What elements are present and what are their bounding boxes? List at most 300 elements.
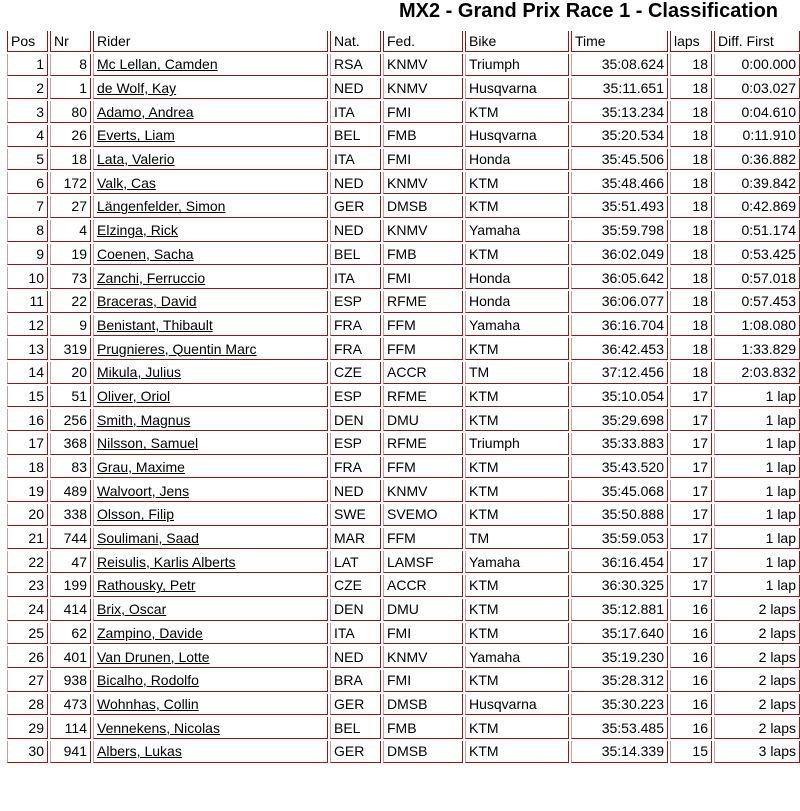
cell-nr: 62: [50, 623, 91, 645]
cell-nat: GER: [330, 741, 381, 763]
cell-laps: 16: [670, 646, 712, 668]
cell-diff: 0:11.910: [714, 125, 800, 147]
table-row: [7, 670, 800, 692]
cell-pos: 8: [7, 220, 48, 242]
cell-time: 35:53.485: [571, 717, 668, 739]
cell-laps: 18: [670, 267, 712, 289]
cell-pos: 9: [7, 244, 48, 266]
cell-bike: KTM: [465, 599, 569, 621]
cell-nat: BEL: [330, 125, 381, 147]
cell-nat: ITA: [330, 267, 381, 289]
cell-fed: KNMV: [383, 78, 463, 100]
table-row: [7, 551, 800, 573]
rider-link[interactable]: Bicalho, Rodolfo: [93, 670, 328, 692]
cell-time: 35:10.054: [571, 386, 668, 408]
rider-link[interactable]: de Wolf, Kay: [93, 78, 328, 100]
cell-laps: 17: [670, 551, 712, 573]
rider-link[interactable]: Elzinga, Rick: [93, 220, 328, 242]
cell-time: 35:14.339: [571, 741, 668, 763]
cell-fed: FMI: [383, 670, 463, 692]
table-row: [7, 694, 800, 716]
cell-fed: FMB: [383, 717, 463, 739]
cell-pos: 2: [7, 78, 48, 100]
cell-laps: 18: [670, 220, 712, 242]
cell-nr: 368: [50, 433, 91, 455]
cell-laps: 17: [670, 433, 712, 455]
cell-time: 35:29.698: [571, 409, 668, 431]
rider-link[interactable]: Albers, Lukas: [93, 741, 328, 763]
cell-diff: 2 laps: [714, 670, 800, 692]
cell-time: 36:16.454: [571, 551, 668, 573]
cell-nr: 319: [50, 338, 91, 360]
cell-nat: NED: [330, 480, 381, 502]
cell-fed: KNMV: [383, 480, 463, 502]
rider-link[interactable]: Everts, Liam: [93, 125, 328, 147]
cell-nat: CZE: [330, 362, 381, 384]
rider-link[interactable]: Soulimani, Saad: [93, 528, 328, 550]
cell-fed: ACCR: [383, 575, 463, 597]
cell-nat: ITA: [330, 149, 381, 171]
cell-laps: 17: [670, 386, 712, 408]
col-header-fed: Fed.: [383, 31, 463, 52]
cell-nat: BEL: [330, 244, 381, 266]
cell-time: 35:12.881: [571, 599, 668, 621]
col-header-time: Time: [571, 31, 668, 52]
cell-fed: FFM: [383, 457, 463, 479]
table-row: [7, 244, 800, 266]
rider-link[interactable]: Brix, Oscar: [93, 599, 328, 621]
cell-pos: 15: [7, 386, 48, 408]
page-title: MX2 - Grand Prix Race 1 - Classification: [398, 0, 778, 22]
cell-fed: LAMSF: [383, 551, 463, 573]
table-row: [7, 125, 800, 147]
cell-laps: 18: [670, 362, 712, 384]
cell-laps: 15: [670, 741, 712, 763]
rider-link[interactable]: Smith, Magnus: [93, 409, 328, 431]
cell-pos: 7: [7, 196, 48, 218]
cell-diff: 1 lap: [714, 433, 800, 455]
cell-nr: 9: [50, 315, 91, 337]
rider-link[interactable]: Coenen, Sacha: [93, 244, 328, 266]
cell-pos: 12: [7, 315, 48, 337]
cell-fed: DMSB: [383, 694, 463, 716]
table-row: [7, 409, 800, 431]
cell-time: 36:30.325: [571, 575, 668, 597]
cell-bike: KTM: [465, 338, 569, 360]
rider-link[interactable]: Prugnieres, Quentin Marc: [93, 338, 328, 360]
cell-nr: 938: [50, 670, 91, 692]
cell-pos: 16: [7, 409, 48, 431]
cell-pos: 22: [7, 551, 48, 573]
cell-nr: 83: [50, 457, 91, 479]
cell-bike: KTM: [465, 457, 569, 479]
cell-nat: FRA: [330, 338, 381, 360]
cell-diff: 0:42.869: [714, 196, 800, 218]
table-row: [7, 741, 800, 763]
cell-bike: Yamaha: [465, 315, 569, 337]
cell-time: 35:08.624: [571, 54, 668, 76]
cell-bike: KTM: [465, 717, 569, 739]
cell-laps: 18: [670, 291, 712, 313]
cell-nr: 414: [50, 599, 91, 621]
table-row: [7, 528, 800, 550]
cell-diff: 1 lap: [714, 528, 800, 550]
cell-nat: BRA: [330, 670, 381, 692]
cell-laps: 18: [670, 338, 712, 360]
rider-link[interactable]: Adamo, Andrea: [93, 101, 328, 123]
cell-time: 35:30.223: [571, 694, 668, 716]
cell-bike: Triumph: [465, 54, 569, 76]
rider-link[interactable]: Längenfelder, Simon: [93, 196, 328, 218]
cell-laps: 17: [670, 528, 712, 550]
cell-fed: FFM: [383, 528, 463, 550]
table-row: [7, 433, 800, 455]
cell-pos: 6: [7, 172, 48, 194]
cell-time: 35:48.466: [571, 172, 668, 194]
cell-bike: Yamaha: [465, 551, 569, 573]
cell-laps: 17: [670, 409, 712, 431]
cell-bike: Triumph: [465, 433, 569, 455]
cell-pos: 28: [7, 694, 48, 716]
cell-pos: 27: [7, 670, 48, 692]
cell-nat: MAR: [330, 528, 381, 550]
cell-bike: KTM: [465, 480, 569, 502]
cell-nr: 1: [50, 78, 91, 100]
cell-nr: 27: [50, 196, 91, 218]
cell-nr: 51: [50, 386, 91, 408]
cell-laps: 17: [670, 575, 712, 597]
rider-link[interactable]: Valk, Cas: [93, 172, 328, 194]
cell-laps: 17: [670, 480, 712, 502]
cell-fed: KNMV: [383, 646, 463, 668]
col-header-diff: Diff. First: [714, 31, 800, 52]
cell-nr: 199: [50, 575, 91, 597]
cell-nat: ESP: [330, 386, 381, 408]
cell-time: 35:28.312: [571, 670, 668, 692]
cell-pos: 20: [7, 504, 48, 526]
rider-link[interactable]: Vennekens, Nicolas: [93, 717, 328, 739]
rider-link[interactable]: Rathousky, Petr: [93, 575, 328, 597]
cell-bike: KTM: [465, 670, 569, 692]
cell-bike: Honda: [465, 149, 569, 171]
cell-diff: 1 lap: [714, 409, 800, 431]
cell-pos: 23: [7, 575, 48, 597]
cell-bike: Husqvarna: [465, 125, 569, 147]
cell-nat: DEN: [330, 409, 381, 431]
rider-link[interactable]: Lata, Valerio: [93, 149, 328, 171]
table-row: [7, 717, 800, 739]
rider-link[interactable]: Zampino, Davide: [93, 623, 328, 645]
cell-nat: ESP: [330, 433, 381, 455]
cell-time: 35:59.798: [571, 220, 668, 242]
cell-pos: 11: [7, 291, 48, 313]
rider-link[interactable]: Zanchi, Ferruccio: [93, 267, 328, 289]
cell-nr: 401: [50, 646, 91, 668]
rider-link[interactable]: Braceras, David: [93, 291, 328, 313]
cell-diff: 0:03.027: [714, 78, 800, 100]
cell-pos: 25: [7, 623, 48, 645]
cell-bike: Honda: [465, 291, 569, 313]
cell-fed: FFM: [383, 338, 463, 360]
cell-bike: Husqvarna: [465, 694, 569, 716]
table-row: [7, 54, 800, 76]
cell-bike: KTM: [465, 623, 569, 645]
cell-bike: Yamaha: [465, 646, 569, 668]
cell-fed: DMSB: [383, 196, 463, 218]
cell-laps: 16: [670, 599, 712, 621]
table-row: [7, 575, 800, 597]
cell-laps: 17: [670, 504, 712, 526]
cell-nat: ITA: [330, 101, 381, 123]
cell-time: 35:45.506: [571, 149, 668, 171]
cell-pos: 26: [7, 646, 48, 668]
cell-nat: LAT: [330, 551, 381, 573]
cell-diff: 1 lap: [714, 386, 800, 408]
cell-laps: 18: [670, 172, 712, 194]
cell-nr: 73: [50, 267, 91, 289]
cell-diff: 0:57.018: [714, 267, 800, 289]
cell-diff: 0:00.000: [714, 54, 800, 76]
cell-bike: KTM: [465, 244, 569, 266]
cell-laps: 16: [670, 670, 712, 692]
cell-diff: 2:03.832: [714, 362, 800, 384]
table-row: [7, 78, 800, 100]
cell-diff: 1:33.829: [714, 338, 800, 360]
cell-nat: GER: [330, 196, 381, 218]
cell-fed: FMI: [383, 149, 463, 171]
cell-time: 35:20.534: [571, 125, 668, 147]
cell-diff: 1 lap: [714, 551, 800, 573]
cell-nr: 22: [50, 291, 91, 313]
cell-fed: RFME: [383, 433, 463, 455]
cell-nr: 114: [50, 717, 91, 739]
rider-link[interactable]: Mikula, Julius: [93, 362, 328, 384]
cell-diff: 2 laps: [714, 646, 800, 668]
rider-link[interactable]: Reisulis, Karlis Alberts: [93, 551, 328, 573]
cell-pos: 5: [7, 149, 48, 171]
cell-nat: NED: [330, 646, 381, 668]
cell-pos: 18: [7, 457, 48, 479]
table-row: [7, 315, 800, 337]
header-row: [7, 31, 800, 52]
table-row: [7, 149, 800, 171]
cell-nat: ESP: [330, 291, 381, 313]
cell-time: 36:02.049: [571, 244, 668, 266]
cell-nr: 80: [50, 101, 91, 123]
cell-fed: KNMV: [383, 220, 463, 242]
cell-pos: 17: [7, 433, 48, 455]
cell-laps: 18: [670, 54, 712, 76]
cell-pos: 3: [7, 101, 48, 123]
table-row: [7, 386, 800, 408]
cell-diff: 1 lap: [714, 504, 800, 526]
cell-fed: FMI: [383, 623, 463, 645]
cell-nat: BEL: [330, 717, 381, 739]
cell-diff: 2 laps: [714, 694, 800, 716]
col-header-pos: Pos: [7, 31, 48, 52]
cell-laps: 16: [670, 717, 712, 739]
cell-time: 37:12.456: [571, 362, 668, 384]
cell-laps: 16: [670, 623, 712, 645]
cell-fed: FFM: [383, 315, 463, 337]
cell-nat: RSA: [330, 54, 381, 76]
cell-nr: 941: [50, 741, 91, 763]
cell-fed: KNMV: [383, 54, 463, 76]
cell-fed: KNMV: [383, 172, 463, 194]
cell-diff: 1 lap: [714, 457, 800, 479]
cell-diff: 0:51.174: [714, 220, 800, 242]
cell-laps: 18: [670, 315, 712, 337]
cell-bike: KTM: [465, 172, 569, 194]
cell-time: 35:13.234: [571, 101, 668, 123]
cell-bike: KTM: [465, 741, 569, 763]
cell-nat: FRA: [330, 457, 381, 479]
cell-time: 35:19.230: [571, 646, 668, 668]
rider-link[interactable]: Olsson, Filip: [93, 504, 328, 526]
cell-nr: 744: [50, 528, 91, 550]
cell-fed: DMSB: [383, 741, 463, 763]
cell-diff: 2 laps: [714, 599, 800, 621]
cell-bike: KTM: [465, 409, 569, 431]
cell-time: 36:42.453: [571, 338, 668, 360]
cell-diff: 0:36.882: [714, 149, 800, 171]
cell-nat: GER: [330, 694, 381, 716]
rider-link[interactable]: Van Drunen, Lotte: [93, 646, 328, 668]
cell-bike: KTM: [465, 386, 569, 408]
cell-time: 35:11.651: [571, 78, 668, 100]
rider-link[interactable]: Mc Lellan, Camden: [93, 54, 328, 76]
cell-pos: 13: [7, 338, 48, 360]
cell-time: 35:43.520: [571, 457, 668, 479]
cell-nr: 20: [50, 362, 91, 384]
cell-laps: 18: [670, 149, 712, 171]
cell-laps: 18: [670, 244, 712, 266]
cell-nr: 489: [50, 480, 91, 502]
cell-time: 35:50.888: [571, 504, 668, 526]
table-row: [7, 623, 800, 645]
cell-diff: 0:04.610: [714, 101, 800, 123]
cell-fed: FMI: [383, 101, 463, 123]
cell-nat: NED: [330, 78, 381, 100]
table-row: [7, 362, 800, 384]
cell-time: 35:33.883: [571, 433, 668, 455]
cell-diff: 1 lap: [714, 575, 800, 597]
cell-pos: 4: [7, 125, 48, 147]
cell-nat: SWE: [330, 504, 381, 526]
cell-fed: DMU: [383, 409, 463, 431]
cell-pos: 1: [7, 54, 48, 76]
cell-fed: SVEMO: [383, 504, 463, 526]
cell-pos: 10: [7, 267, 48, 289]
cell-pos: 30: [7, 741, 48, 763]
cell-nr: 8: [50, 54, 91, 76]
cell-bike: KTM: [465, 101, 569, 123]
cell-pos: 19: [7, 480, 48, 502]
cell-time: 36:16.704: [571, 315, 668, 337]
cell-diff: 2 laps: [714, 717, 800, 739]
cell-bike: KTM: [465, 575, 569, 597]
cell-nat: NED: [330, 172, 381, 194]
col-header-nat: Nat.: [330, 31, 381, 52]
table-row: [7, 291, 800, 313]
classification-table: [5, 29, 800, 765]
col-header-laps: laps: [670, 31, 712, 52]
rider-link[interactable]: Nilsson, Samuel: [93, 433, 328, 455]
cell-fed: FMB: [383, 125, 463, 147]
cell-time: 35:45.068: [571, 480, 668, 502]
cell-time: 35:59.053: [571, 528, 668, 550]
table-row: [7, 480, 800, 502]
cell-bike: TM: [465, 528, 569, 550]
cell-fed: FMI: [383, 267, 463, 289]
cell-diff: 3 laps: [714, 741, 800, 763]
table-row: [7, 101, 800, 123]
cell-diff: 1 lap: [714, 480, 800, 502]
rider-link[interactable]: Oliver, Oriol: [93, 386, 328, 408]
table-row: [7, 267, 800, 289]
cell-bike: Yamaha: [465, 220, 569, 242]
rider-link[interactable]: Benistant, Thibault: [93, 315, 328, 337]
cell-fed: RFME: [383, 386, 463, 408]
table-row: [7, 504, 800, 526]
cell-fed: DMU: [383, 599, 463, 621]
cell-laps: 18: [670, 196, 712, 218]
table-row: [7, 457, 800, 479]
cell-nr: 47: [50, 551, 91, 573]
cell-fed: ACCR: [383, 362, 463, 384]
cell-time: 35:51.493: [571, 196, 668, 218]
col-header-nr: Nr: [50, 31, 91, 52]
cell-laps: 16: [670, 694, 712, 716]
cell-nr: 4: [50, 220, 91, 242]
cell-laps: 18: [670, 101, 712, 123]
cell-fed: RFME: [383, 291, 463, 313]
cell-nr: 26: [50, 125, 91, 147]
cell-pos: 29: [7, 717, 48, 739]
cell-fed: FMB: [383, 244, 463, 266]
cell-nat: NED: [330, 220, 381, 242]
cell-pos: 14: [7, 362, 48, 384]
cell-laps: 17: [670, 457, 712, 479]
cell-pos: 24: [7, 599, 48, 621]
cell-time: 36:06.077: [571, 291, 668, 313]
cell-bike: KTM: [465, 504, 569, 526]
table-row: [7, 646, 800, 668]
cell-nr: 172: [50, 172, 91, 194]
rider-link[interactable]: Grau, Maxime: [93, 457, 328, 479]
cell-nat: FRA: [330, 315, 381, 337]
cell-nr: 473: [50, 694, 91, 716]
cell-nat: DEN: [330, 599, 381, 621]
table-row: [7, 220, 800, 242]
cell-time: 36:05.642: [571, 267, 668, 289]
cell-diff: 0:53.425: [714, 244, 800, 266]
cell-nat: CZE: [330, 575, 381, 597]
col-header-rider: Rider: [93, 31, 328, 52]
cell-diff: 0:57.453: [714, 291, 800, 313]
rider-link[interactable]: Walvoort, Jens: [93, 480, 328, 502]
table-row: [7, 599, 800, 621]
cell-laps: 18: [670, 78, 712, 100]
cell-pos: 21: [7, 528, 48, 550]
cell-bike: KTM: [465, 196, 569, 218]
table-row: [7, 196, 800, 218]
cell-nat: ITA: [330, 623, 381, 645]
table-row: [7, 338, 800, 360]
rider-link[interactable]: Wohnhas, Collin: [93, 694, 328, 716]
cell-diff: 1:08.080: [714, 315, 800, 337]
cell-nr: 18: [50, 149, 91, 171]
